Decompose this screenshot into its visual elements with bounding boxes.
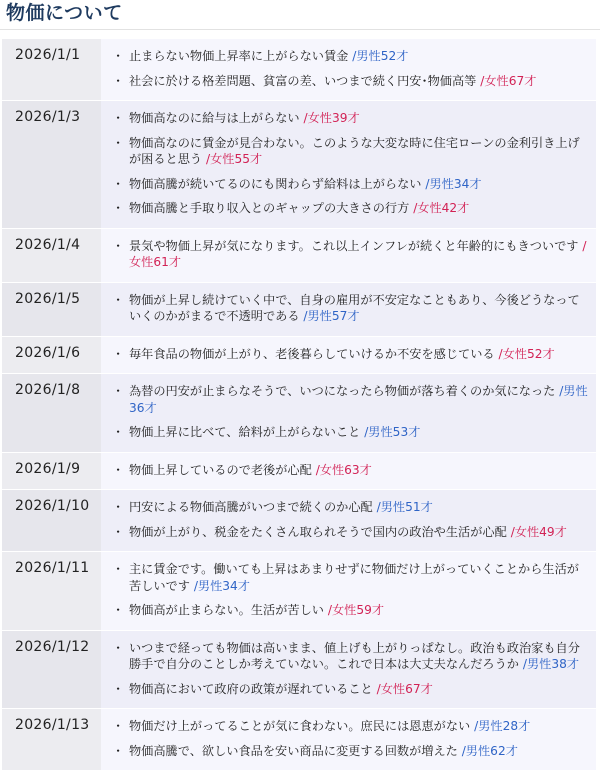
respondent-attribute: /男性52才 — [352, 49, 408, 63]
list-item — [115, 524, 590, 541]
entry-comments — [101, 228, 596, 282]
list-item — [115, 383, 590, 416]
comment-text: 物価だけ上がってることが気に食わない。庶民には恩恵がない — [129, 719, 474, 733]
respondent-attribute: /男性36才 — [129, 384, 588, 415]
entry-date: 2026/1/3 — [2, 101, 101, 229]
table-row — [2, 374, 596, 453]
entry-comments — [101, 552, 596, 631]
list-item — [115, 424, 590, 441]
list-item — [115, 561, 590, 594]
entry-comments — [101, 282, 596, 336]
entry-date: 2026/1/6 — [2, 336, 101, 374]
comment-list — [115, 640, 590, 698]
comment-text: 止まらない物価上昇率に上がらない賃金 — [129, 49, 352, 63]
entry-comments — [101, 101, 596, 229]
respondent-attribute: /男性62才 — [462, 744, 518, 758]
list-item — [115, 743, 590, 760]
entry-date: 2026/1/8 — [2, 374, 101, 453]
comment-list — [115, 48, 590, 89]
table-row — [2, 101, 596, 229]
list-item — [115, 200, 590, 217]
entry-date: 2026/1/13 — [2, 709, 101, 770]
entry-comments — [101, 452, 596, 490]
list-item — [115, 292, 590, 325]
list-item — [115, 640, 590, 673]
respondent-attribute: /女性42才 — [413, 201, 469, 215]
table-row — [2, 336, 596, 374]
respondent-attribute: /女性67才 — [480, 74, 536, 88]
comment-text: 物価高騰で、欲しい食品を安い商品に変更する回数が増えた — [129, 744, 462, 758]
list-item — [115, 499, 590, 516]
comment-text: 物価高騰と手取り収入とのギャップの大きさの行方 — [129, 201, 413, 215]
comment-list — [115, 718, 590, 759]
comment-text: 物価が上がり、税金をたくさん取られそうで国内の政治や生活が心配 — [129, 525, 511, 539]
comment-text: 物価上昇に比べて、給料が上がらないこと — [129, 425, 364, 439]
comment-text: いつまで経っても物価は高いまま、値上げも上がりっぱなし。政治も政治家も自分勝手で自分のことしか考えていない。これで日本は大丈夫なんだろうか — [129, 641, 580, 672]
comment-list — [115, 238, 590, 271]
comment-text: 主に賃金です。働いても上昇はあまりせずに物価だけ上がっていくことから生活が苦しいです — [129, 562, 579, 593]
entry-date: 2026/1/10 — [2, 490, 101, 552]
list-item — [115, 238, 590, 271]
comment-list — [115, 292, 590, 325]
comment-text: 物価が上昇し続けていく中で、自身の雇用が不安定なこともあり、今後どうなっていくのかがまるで不透明である — [129, 293, 580, 324]
page-title: 物価について — [0, 0, 600, 29]
comment-text: 物価高が止まらない。生活が苦しい — [129, 603, 328, 617]
respondent-attribute: /男性28才 — [474, 719, 530, 733]
list-item — [115, 48, 590, 65]
comment-text: 毎年食品の物価が上がり、老後暮らしていけるか不安を感じている — [129, 347, 499, 361]
comment-text: 社会に於ける格差問題、貧富の差、いつまで続く円安･物価高等 — [129, 74, 480, 88]
table-row — [2, 282, 596, 336]
list-item — [115, 346, 590, 363]
comment-text: 物価高なのに賃金が見合わない。このような大変な時に住宅ローンの金利引き上げが困ると思う — [129, 136, 580, 167]
respondent-attribute: /女性59才 — [328, 603, 384, 617]
respondent-attribute: /女性63才 — [316, 463, 372, 477]
entry-comments — [101, 630, 596, 709]
table-row — [2, 228, 596, 282]
entry-date: 2026/1/5 — [2, 282, 101, 336]
comment-list — [115, 499, 590, 540]
respondent-attribute: /男性34才 — [425, 177, 481, 191]
entry-date: 2026/1/12 — [2, 630, 101, 709]
table-row — [2, 39, 596, 101]
opinions-table — [2, 38, 596, 770]
comment-list — [115, 561, 590, 619]
respondent-attribute: /女性39才 — [304, 111, 360, 125]
entry-date: 2026/1/1 — [2, 39, 101, 101]
opinions-table-body — [2, 39, 596, 770]
title-divider — [0, 29, 600, 30]
comment-text: 為替の円安が止まらなそうで、いつになったら物価が落ち着くのか気になった — [129, 384, 559, 398]
entry-comments — [101, 336, 596, 374]
list-item — [115, 718, 590, 735]
respondent-attribute: /女性61才 — [129, 239, 586, 270]
entry-comments — [101, 490, 596, 552]
comment-text: 景気や物価上昇が気になります。これ以上インフレが続くと年齢的にもきついです — [129, 239, 582, 253]
entry-date: 2026/1/4 — [2, 228, 101, 282]
respondent-attribute: /男性51才 — [377, 500, 433, 514]
respondent-attribute: /女性49才 — [511, 525, 567, 539]
comment-text: 物価上昇しているので老後が心配 — [129, 463, 316, 477]
comment-list — [115, 383, 590, 441]
list-item — [115, 602, 590, 619]
list-item — [115, 681, 590, 698]
entry-comments — [101, 709, 596, 770]
comment-text: 物価高において政府の政策が遅れていること — [129, 682, 377, 696]
comment-text: 物価高なのに給与は上がらない — [129, 111, 304, 125]
list-item — [115, 176, 590, 193]
table-row — [2, 709, 596, 770]
list-item — [115, 462, 590, 479]
respondent-attribute: /男性38才 — [523, 657, 579, 671]
table-row — [2, 452, 596, 490]
entry-date: 2026/1/11 — [2, 552, 101, 631]
entry-comments — [101, 39, 596, 101]
entry-date: 2026/1/9 — [2, 452, 101, 490]
list-item — [115, 73, 590, 90]
comment-text: 円安による物価高騰がいつまで続くのか心配 — [129, 500, 377, 514]
list-item — [115, 110, 590, 127]
respondent-attribute: /女性55才 — [206, 152, 262, 166]
comment-list — [115, 110, 590, 217]
respondent-attribute: /男性57才 — [303, 309, 359, 323]
entry-comments — [101, 374, 596, 453]
table-row — [2, 552, 596, 631]
comment-list — [115, 346, 590, 363]
table-row — [2, 630, 596, 709]
table-row — [2, 490, 596, 552]
comment-list — [115, 462, 590, 479]
respondent-attribute: /男性34才 — [194, 579, 250, 593]
respondent-attribute: /女性52才 — [499, 347, 555, 361]
list-item — [115, 135, 590, 168]
respondent-attribute: /男性53才 — [364, 425, 420, 439]
comment-text: 物価高騰が続いてるのにも関わらず給料は上がらない — [129, 177, 425, 191]
respondent-attribute: /女性67才 — [377, 682, 433, 696]
